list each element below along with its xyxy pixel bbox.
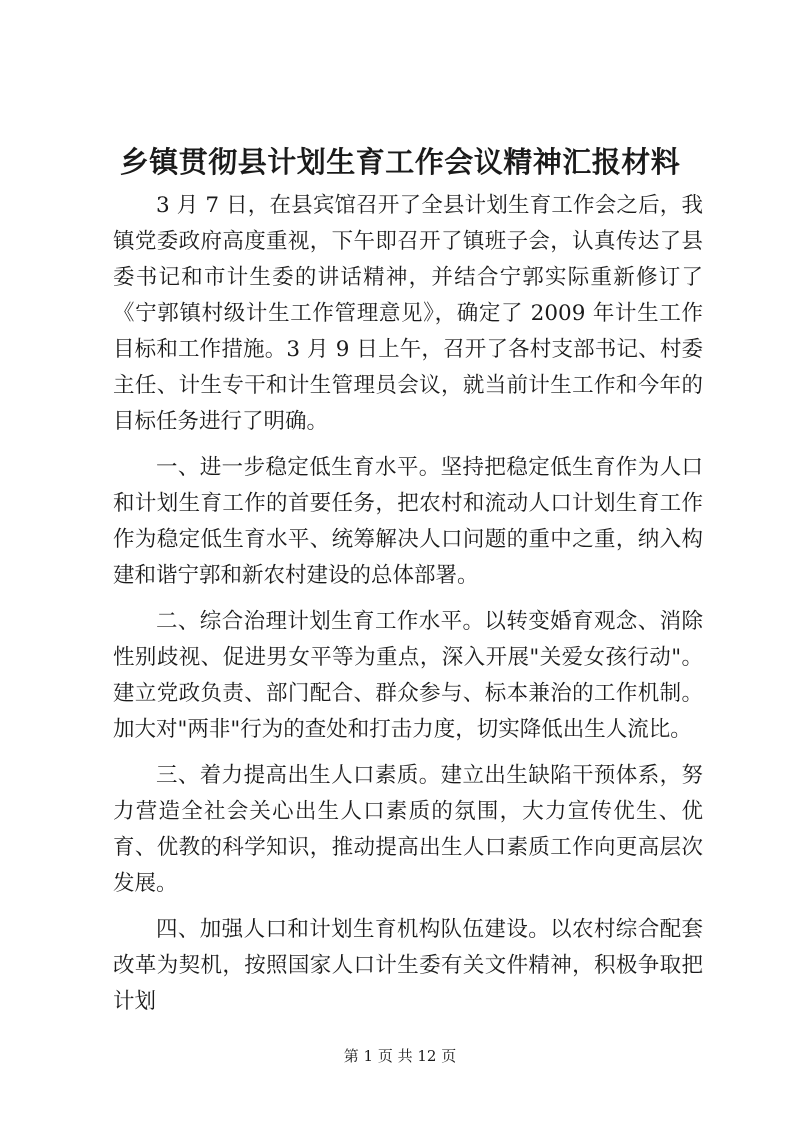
paragraph-section-2: 二、综合治理计划生育工作水平。以转变婚育观念、消除性别歧视、促进男女平等为重点，深入开展"关爱女孩行动"。建立党政负责、部门配合、群众参与、标本兼治的工作机制。加大对"两非"行为的查处和打击力度，切实降低出生人流比。 — [113, 609, 703, 742]
page-footer: 第 1 页 共 12 页 — [343, 1047, 457, 1065]
paragraph-section-1: 一、进一步稳定低生育水平。坚持把稳定低生育作为人口和计划生育工作的首要任务，把农村和流动人口计划生育工作作为稳定低生育水平、统筹解决人口问题的重中之重，纳入构建和谐宁郭和新农村建设的总体部署。 — [113, 455, 703, 588]
document-title: 乡镇贯彻县计划生育工作会议精神汇报材料 — [119, 145, 681, 179]
paragraph-intro: 3 月 7 日，在县宾馆召开了全县计划生育工作会之后，我镇党委政府高度重视，下午即召开了镇班子会，认真传达了县委书记和市计生委的讲话精神，并结合宁郭实际重新修订了《宁郭镇村级计生工作管理意见》，确定了 2009 年计生工作目标和工作措施。3 月 9 日上午，召开了各村支部书记、村委主任、计生专干和计生管理员会议，就当前计生工作和今年的目标任务进行了明确。 — [113, 193, 703, 434]
paragraph-section-3: 三、着力提高出生人口素质。建立出生缺陷干预体系，努力营造全社会关心出生人口素质的氛围，大力宣传优生、优育、优教的科学知识，推动提高出生人口素质工作向更高层次发展。 — [113, 763, 703, 896]
paragraph-section-4: 四、加强人口和计划生育机构队伍建设。以农村综合配套改革为契机，按照国家人口计生委有关文件精神，积极争取把计划 — [113, 917, 703, 1014]
document-body — [113, 188, 703, 1030]
